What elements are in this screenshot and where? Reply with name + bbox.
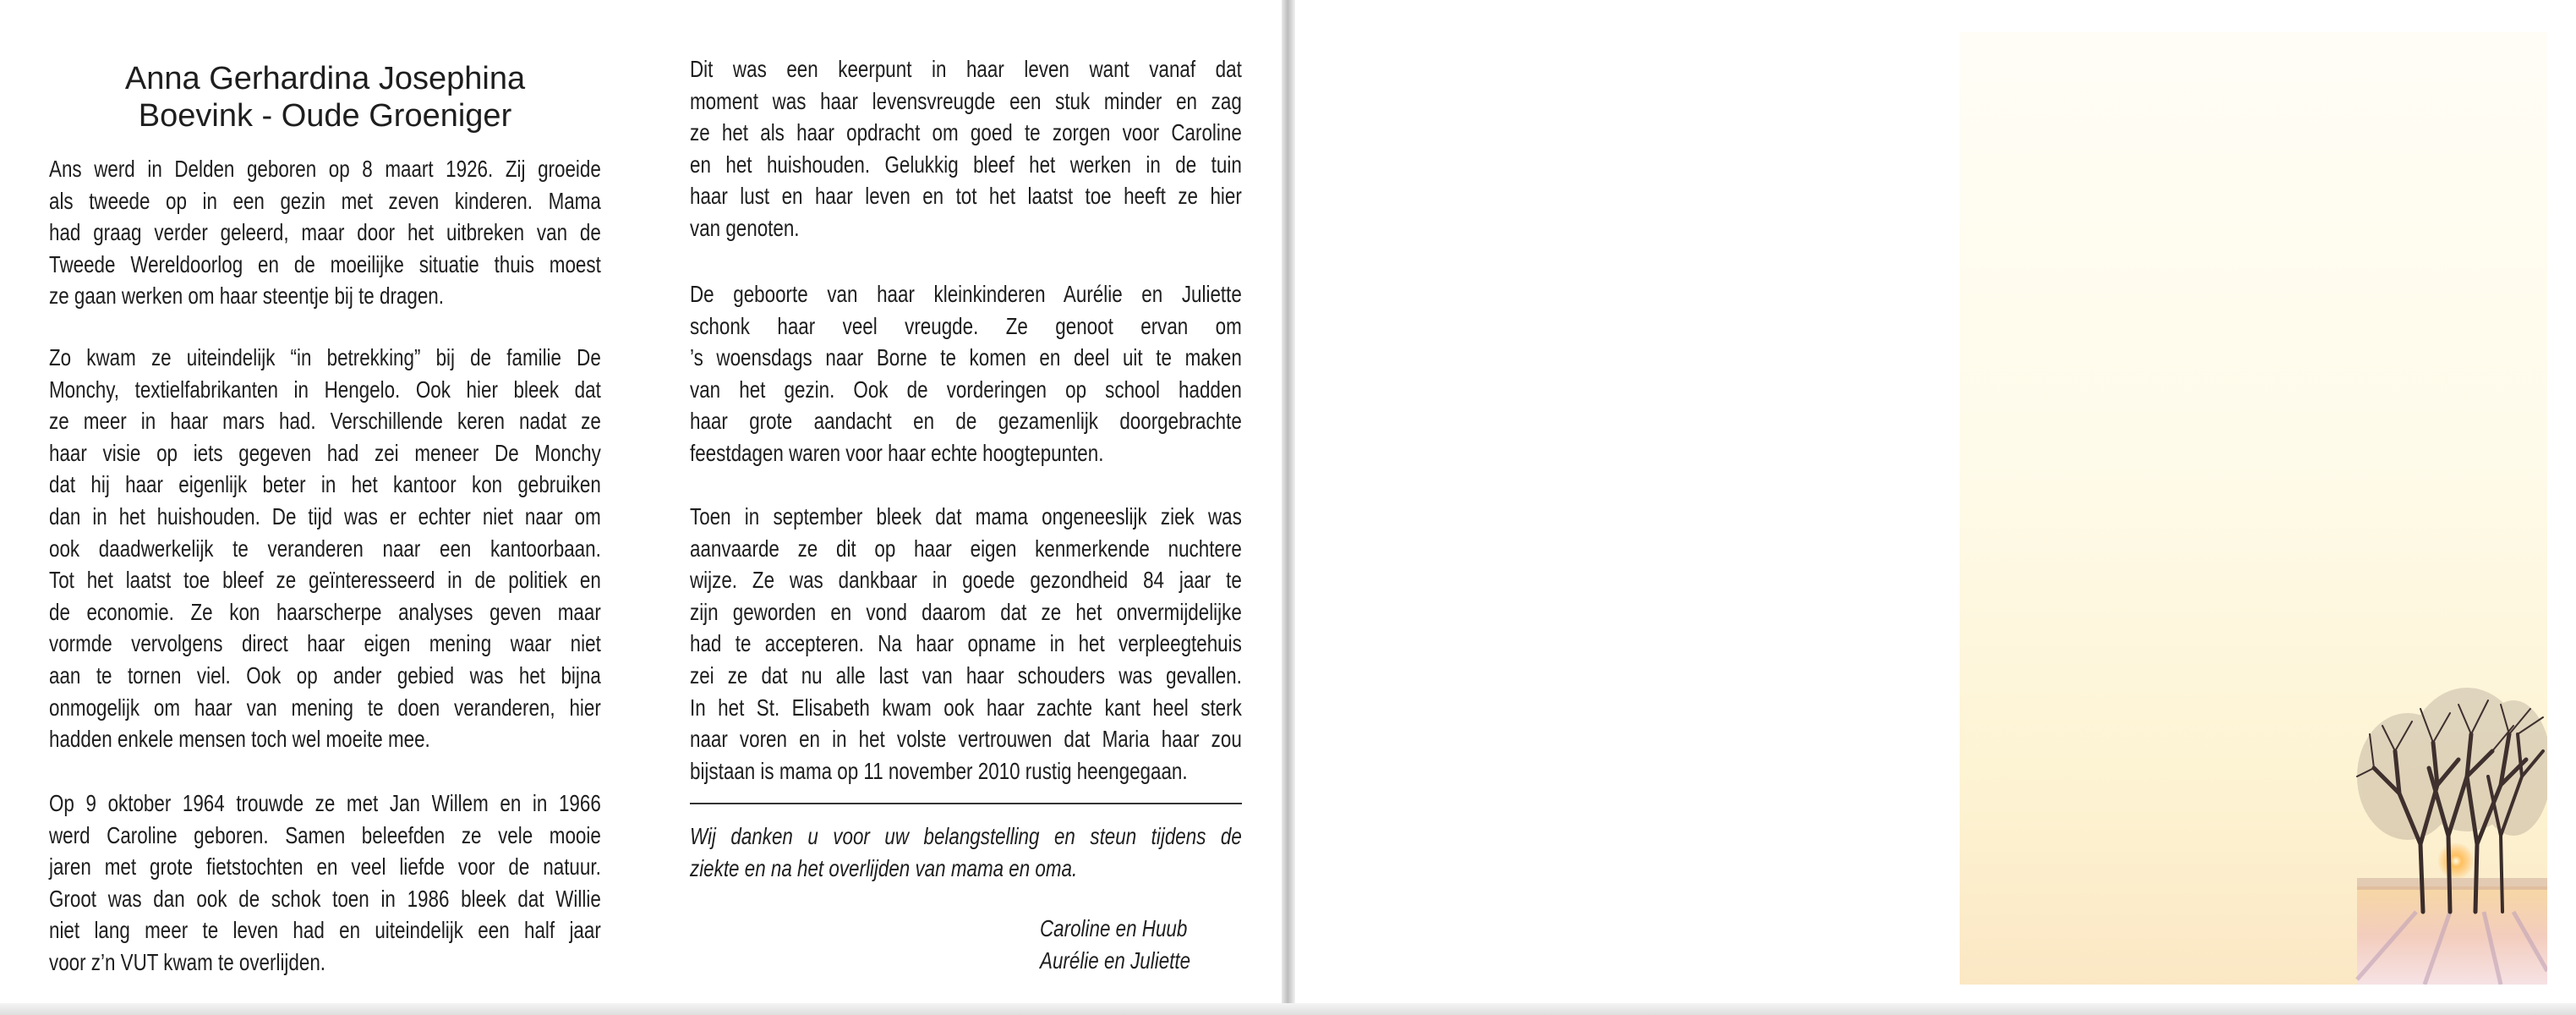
text-line: werd Caroline geboren. Samen beleefden ze vele mooie	[49, 821, 601, 848]
sun	[2437, 842, 2475, 880]
text-line: als tweede op in een gezin met zeven kinderen. Mama	[49, 187, 601, 214]
horizon-treeline	[2357, 878, 2547, 890]
text-line: zei ze dat nu alle last van haar schouders was gevallen.	[690, 661, 1242, 689]
text-line: Aurélie en Juliette	[1040, 946, 1191, 974]
text-line: ze het als haar opdracht om goed te zorgen voor Caroline	[690, 119, 1242, 146]
text-line: Groot was dan ook de schok toen in 1986 bleek dat Willie	[49, 885, 601, 912]
right-paragraph-1	[690, 53, 1242, 244]
text-line: Zo kwam ze uiteindelijk “in betrekking” bij de familie De	[49, 344, 601, 370]
text-line: Op 9 oktober 1964 trouwde ze met Jan Willem en in 1966	[49, 790, 601, 816]
snow-field	[2357, 886, 2547, 985]
text-line: van het gezin. Ook de vorderingen op school hadden	[690, 376, 1242, 403]
text-line: en het huishouden. Gelukkig bleef het werken in de tuin	[690, 151, 1242, 178]
text-line: Tweede Wereldoorlog en de moeilijke situatie thuis moest	[49, 250, 601, 277]
text-line: de economie. Ze kon haarscherpe analyses geven maar	[49, 598, 601, 625]
text-line: aanvaarde ze dit op haar eigen kenmerkende nuchtere	[690, 535, 1242, 562]
text-line: moment was haar levensvreugde een stuk minder en zag	[690, 87, 1242, 114]
text-line: haar visie op iets gegeven had zei meneer De Monchy	[49, 439, 601, 466]
text-line: In het St. Elisabeth kwam ook haar zachte kant heel sterk	[690, 694, 1242, 721]
text-line: ze meer in haar mars had. Verschillende keren nadat ze	[49, 408, 601, 435]
separator-line	[690, 803, 1242, 804]
text-line: dat hij haar eigenlijk beter in het kantoor kon gebruiken	[49, 471, 601, 498]
left-paragraph-3	[49, 787, 601, 979]
text-line: zijn geworden en vond daarom dat ze het onvermijdelijke	[690, 598, 1242, 625]
text-line: Wij danken u voor uw belangstelling en steun tijdens de	[690, 823, 1242, 849]
winter-trees-sunset-photo	[1960, 32, 2547, 985]
text-line: vormde vervolgens direct haar eigen mening waar niet	[49, 630, 601, 657]
text-line: aan te tornen viel. Ook op ander gebied was het bijna	[49, 661, 601, 689]
text-line: schonk haar veel vreugde. Ze genoot ervan om	[690, 312, 1242, 339]
thanks-note	[690, 820, 1242, 884]
text-line: dan in het huishouden. De tijd was er echter niet naar om	[49, 502, 601, 529]
left-paragraph-2	[49, 342, 601, 755]
text-line: haar grote aandacht en de gezamenlijk doorgebrachte	[690, 408, 1242, 435]
right-paragraph-2	[690, 278, 1242, 469]
text-line: Toen in september bleek dat mama ongeneeslijk ziek was	[690, 503, 1242, 529]
card-fold	[1282, 0, 1295, 1015]
text-line: wijze. Ze was dankbaar in goede gezondheid 84 jaar te	[690, 567, 1242, 594]
text-line: Ans werd in Delden geboren op 8 maart 1926. Zij groeide	[49, 156, 601, 182]
text-line: haar lust en haar leven en tot het laatst toe heeft ze hier	[690, 183, 1242, 210]
text-line: Tot het laatst toe bleef ze geïnteresseerd in de politiek en	[49, 567, 601, 594]
text-line: had te accepteren. Na haar opname in het verpleegtehuis	[690, 630, 1242, 657]
text-line: ’s woensdags naar Borne te komen en deel uit te maken	[690, 344, 1242, 371]
tree-crowns	[2357, 688, 2547, 840]
text-line: onmogelijk om haar van mening te doen veranderen, hier	[49, 694, 601, 721]
text-line: naar voren en in het volste vertrouwen dat Maria haar zou	[690, 726, 1242, 753]
right-paragraph-3	[690, 501, 1242, 787]
left-paragraph-1	[49, 153, 601, 312]
text-line: ze gaan werken om haar steentje bij te dragen.	[49, 283, 444, 310]
text-line: van genoten.	[690, 214, 800, 241]
text-line: feestdagen waren voor haar echte hoogtepunten.	[690, 439, 1104, 466]
text-line: ook daadwerkelijk te veranderen naar een kantoorbaan.	[49, 535, 601, 562]
text-line: bijstaan is mama op 11 november 2010 rustig heengegaan.	[690, 757, 1188, 784]
text-line: Caroline en Huub	[1040, 915, 1188, 941]
text-line: Monchy, textielfabrikanten in Hengelo. Ook hier bleek dat	[49, 376, 601, 403]
text-line: De geboorte van haar kleinkinderen Aurélie en Juliette	[690, 281, 1242, 307]
name-line-1: Anna Gerhardina Josephina	[124, 61, 526, 96]
text-line: hadden enkele mensen toch wel moeite mee.	[49, 726, 430, 753]
text-line: voor z’n VUT kwam te overlijden.	[49, 948, 325, 975]
scan-edge	[0, 1003, 2576, 1015]
text-line: ziekte en na het overlijden van mama en oma.	[690, 854, 1078, 881]
signature	[1040, 913, 1592, 976]
text-line: jaren met grote fietstochten en veel liefde voor de natuur.	[49, 853, 601, 881]
name-line-2: Boevink - Oude Groeniger	[138, 98, 512, 134]
deceased-name-heading	[49, 60, 601, 134]
text-line: had graag verder geleerd, maar door het uitbreken van de	[49, 219, 601, 246]
text-line: Dit was een keerpunt in haar leven want vanaf dat	[690, 56, 1242, 82]
text-line: niet lang meer te leven had en uiteindelijk een half jaar	[49, 917, 601, 944]
